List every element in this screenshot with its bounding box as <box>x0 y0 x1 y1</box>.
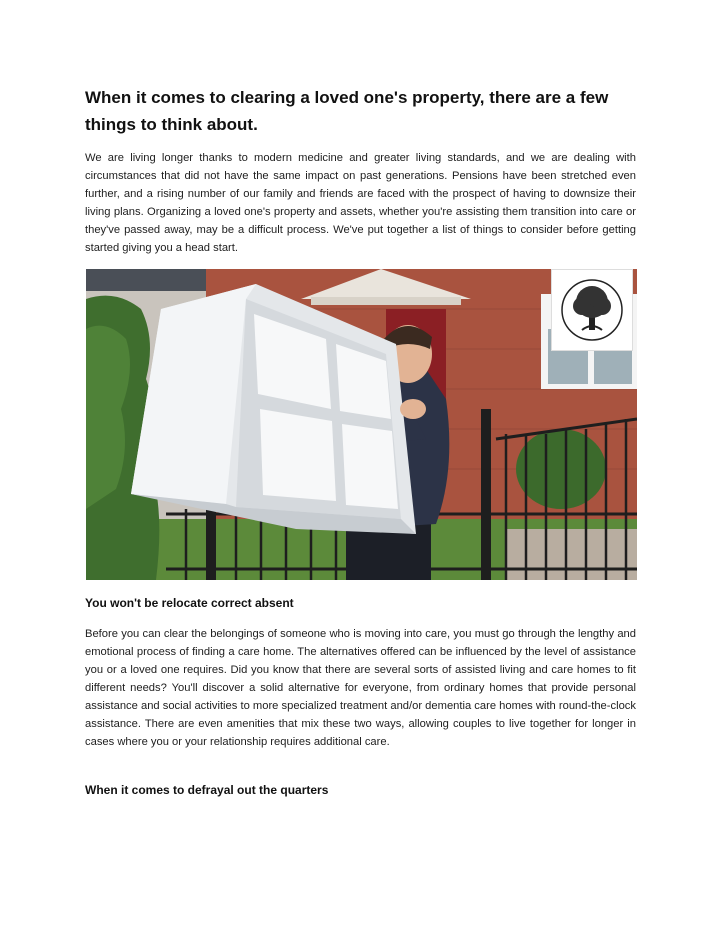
article-photo <box>86 269 637 580</box>
section-heading-defrayal: When it comes to defrayal out the quarters <box>85 783 329 797</box>
section-heading-relocate: You won't be relocate correct absent <box>85 596 294 610</box>
site-logo <box>551 269 633 351</box>
section-paragraph-care: Before you can clear the belongings of someone who is moving into care, you must go through the lengthy and emotional process of finding a care home. The alternatives offered can be influenced by the level of assistance you or a loved one requires. Did you know that there are several sorts of assisted living and care homes to fit different needs? You'll discover a solid alternative for everyone, from ordinary homes that provide personal assistance and social activities to more specialized treatment and/or dementia care homes with round-the-clock assistance. There are even amenities that mix these two ways, allowing couples to live together for longer in cases where you or your relationship requires additional care. <box>85 628 636 748</box>
tree-logo-icon <box>552 270 632 350</box>
article-title: When it comes to clearing a loved one's property, there are a few things to think about. <box>85 88 609 134</box>
intro-paragraph: We are living longer thanks to modern medicine and greater living standards, and we are dealing with circumstances that did not have the same impact on past generations. Pensions have been stretched even further, and a rising number of our family and friends are faced with the prospect of having to downsize their living plans. Organizing a loved one's property and assets, whether you're assisting them transition into care or they've passed away, may be a difficult process. We've put together a list of things to consider before getting started giving you a head start. <box>85 152 636 254</box>
